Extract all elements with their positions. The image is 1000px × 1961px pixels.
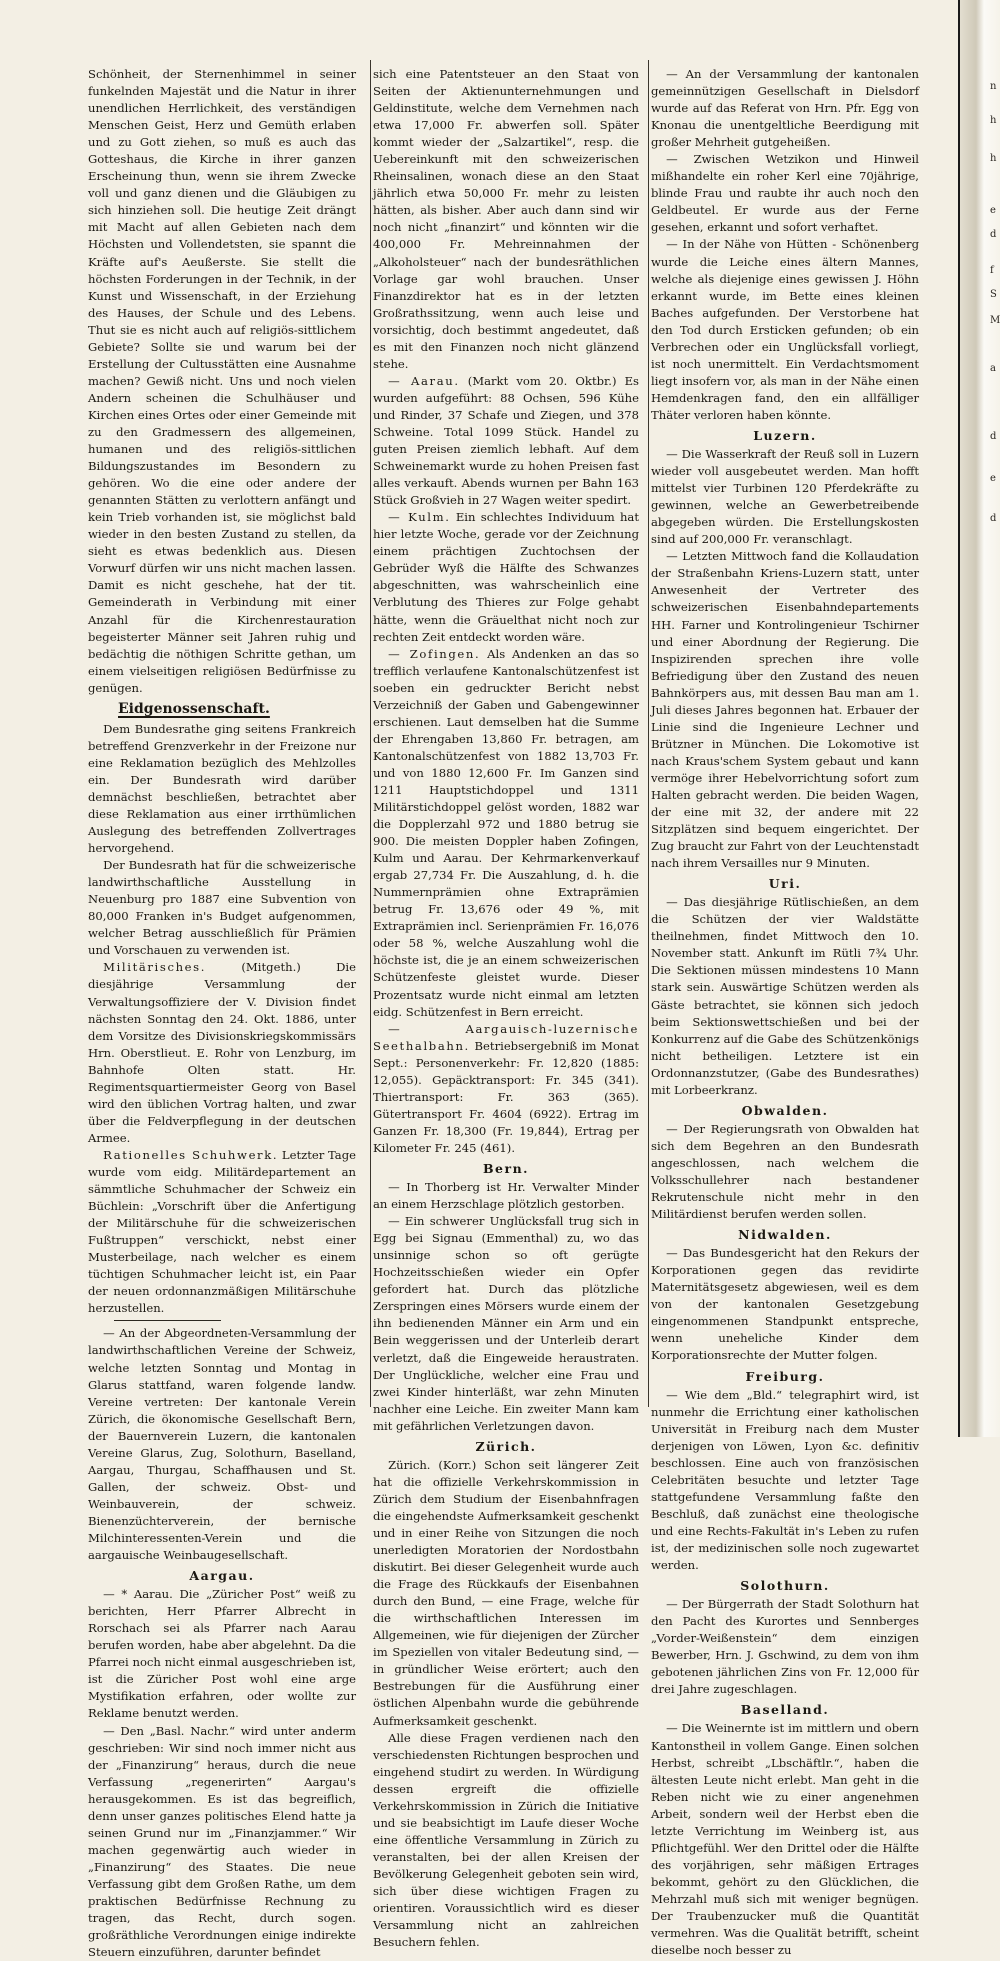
article-text: — Ein schwerer Unglücksfall trug sich in Egg bei Signau (Emmenthal) zu, wo das unsinnige schon so oft gerügte Hochzeitsschießen wieder ein Opfer gefordert hat. Durch das plötzliche Zerspringen eines Mörsers wurde einem der ihn bedienenden Männer ein Arm und ein Bein weggerissen und der Unterleib derart verletzt, daß die Eingeweide heraustraten. Der Unglückliche, welcher eine Frau und zwei Kinder hinterläßt, war zehn Minuten nachher eine Leiche. Ein zweiter Mann kam mit gefährlichen Verletzungen davon. xyxy=(373,1214,639,1433)
article-text: — Wie dem „Bld.“ telegraphirt wird, ist nunmehr die Errichtung einer katholischen Universität in Freiburg nach dem Muster derjenigen von Löwen, Lyon &c. definitiv beschlossen. Eine auch von französischen Celebritäten besuchte und letzter Tage stattgefundene Versammlung faßte den Beschluß, daß zunächst eine theologische und eine Rechts-Fakultät in's Leben zu rufen ist, der medizinischen solle noch zugewartet werden. xyxy=(651,1388,919,1572)
article-paragraph xyxy=(88,721,356,857)
article-lead-in: Militärisches. xyxy=(103,960,206,974)
article-paragraph xyxy=(373,1021,639,1157)
section-heading: Bern. xyxy=(373,1160,639,1177)
section-heading: Aargau. xyxy=(88,1567,356,1584)
article-paragraph xyxy=(88,66,356,697)
edge-fragment: h xyxy=(990,150,996,167)
article-paragraph xyxy=(88,1325,356,1564)
article-text: — Das diesjährige Rütlischießen, an dem die Schützen der vier Waldstätte theilnehmen, findet Mittwoch den 10. November statt. Ankunft im Rütli 7¾ Uhr. Die Sektionen müssen mindestens 10 Mann stark sein. Auswärtige Schützen werden als Gäste betrachtet, sie können sich jedoch beim Sektionswettschießen und bei der Konkurrenz auf die Gabe des Schützenkönigs nicht betheiligen. Letztere ist ein Ordonnanzstutzer, (Gabe des Bundesrathes) mit Lorbeerkranz. xyxy=(651,895,919,1097)
section-heading: Freiburg. xyxy=(651,1368,919,1385)
article-paragraph xyxy=(373,1730,639,1952)
article-paragraph xyxy=(651,1720,919,1959)
edge-fragment: M xyxy=(990,312,1000,329)
article-text: — * Aarau. Die „Züricher Post“ weiß zu berichten, Herr Pfarrer Albrecht in Rorschach sei als Pfarrer nach Aarau berufen worden, habe aber abgelehnt. Da die Pfarrei noch nicht einmal ausgeschrieben ist, ist die Züricher Post wohl eine arge Mystifikation erfahren, oder wollte zur Reklame benutzt werden. xyxy=(88,1587,356,1720)
article-lead-in: — Kulm. xyxy=(388,510,451,524)
article-text: Der Bundesrath hat für die schweizerische landwirthschaftliche Ausstellung in Neuenburg pro 1887 eine Subvention von 80,000 Franken in's Budget aufgenommen, welcher Betrag ausschließlich für Prämien und Vorschauen zu verwenden ist. xyxy=(88,858,356,957)
section-heading: Eidgenossenschaft. xyxy=(88,701,356,718)
article-paragraph xyxy=(373,373,639,509)
section-heading: Luzern. xyxy=(651,427,919,444)
column-left xyxy=(88,66,356,1407)
article-text: sich eine Patentsteuer an den Staat von Seiten der Aktienunternehmungen und Geldinstitute, welche dem Vernehmen nach etwa 17,000 Fr. abwerfen soll. Später kommt wieder der „Salzartikel“, resp. die Uebereinkunft mit den schweizerischen Rheinsalinen, wonach diese an den Staat jährlich etwa 50,000 Fr. mehr zu leisten hätten, als bisher. Aber auch dann sind wir noch nicht „finanzirt“ und könnten wir die 400,000 Fr. Mehreinnahmen der „Alkoholsteuer“ nach der bundesräthlichen Vorlage gar wohl brauchen. Unser Finanzdirektor hat es in der letzten Großrathssitzung, wenn auch leise und vorsichtig, doch bestimmt angedeutet, daß es mit den Finanzen noch nicht glänzend stehe. xyxy=(373,67,639,371)
edge-fragment: e xyxy=(990,202,996,219)
edge-fragment: n xyxy=(990,78,996,95)
article-lead-in: — Zofingen. xyxy=(388,647,480,661)
article-paragraph xyxy=(651,894,919,1099)
article-paragraph xyxy=(651,548,919,872)
article-paragraph xyxy=(88,1586,356,1722)
article-lead-in: — Aarau. xyxy=(388,374,460,388)
article-text: (Mitgeth.) Die diesjährige Versammlung der Verwaltungsoffiziere der V. Division findet nächsten Sonntag den 24. Okt. 1886, unter dem Vorsitze des Divisionskriegskommissärs Hrn. Oberstlieut. E. Rohr von Lenzburg, im Bahnhofe Olten statt. Hr. Regimentsquartiermeister Georg von Basel wird den üblichen Vortrag halten, und zwar über die Feldverpflegung in der deutschen Armee. xyxy=(88,960,356,1144)
edge-fragment: S xyxy=(990,286,997,303)
article-paragraph xyxy=(651,236,919,424)
edge-fragment: e xyxy=(990,470,996,487)
article-text: — Der Regierungsrath von Obwalden hat sich dem Begehren an den Bundesrath angeschlossen, nach welchem die Volksschullehrer nach bestandener Rekrutenschule nicht mehr in den Militärdienst berufen werden sollen. xyxy=(651,1122,919,1221)
edge-fragment: d xyxy=(990,510,996,527)
edge-fragment: d xyxy=(990,226,996,243)
article-paragraph xyxy=(373,1457,639,1730)
column-divider-left xyxy=(370,60,371,1407)
section-heading: Solothurn. xyxy=(651,1577,919,1594)
section-heading: Obwalden. xyxy=(651,1102,919,1119)
article-lead-in: — Aargauisch-luzernische Seethalbahn. xyxy=(373,1022,639,1053)
edge-fragment: f xyxy=(990,262,994,279)
section-heading: Uri. xyxy=(651,875,919,892)
article-paragraph xyxy=(88,1723,356,1961)
article-text: Dem Bundesrathe ging seitens Frankreich betreffend Grenzverkehr in der Freizone nur eine Reklamation bezüglich des Mehlzolles ein. Der Bundesrath wird darüber demnächst beschließen, betrachtet aber diese Reklamation aus einer irrthümlichen Auslegung des betreffenden Zollvertrages hervorgehend. xyxy=(88,722,356,855)
article-paragraph xyxy=(651,1387,919,1575)
article-paragraph xyxy=(373,646,639,1021)
article-paragraph xyxy=(88,857,356,959)
article-paragraph xyxy=(651,1121,919,1223)
article-text: — In der Nähe von Hütten - Schönenberg wurde die Leiche eines ältern Mannes, welche als diejenige eines gewissen J. Höhn erkannt wurde, im Bette eines kleinen Baches aufgefunden. Der Verstorbene hat den Tod durch Ersticken gefunden; ob ein Verbrechen oder ein Unglücksfall vorliegt, ist noch unermittelt. Ein Verdachtsmoment liegt insofern vor, als man in der Nähe einen Hemdenkragen fand, den ein allfälliger Thäter verloren haben könnte. xyxy=(651,237,919,421)
article-paragraph xyxy=(373,66,639,373)
article-text: — In Thorberg ist Hr. Verwalter Minder an einem Herzschlage plötzlich gestorben. xyxy=(373,1180,639,1211)
article-text: Zürich. (Korr.) Schon seit längerer Zeit hat die offizielle Verkehrskommission in Zürich dem Studium der Eisenbahnfragen die eingehendste Aufmerksamkeit geschenkt und in einer Reihe von Sitzungen die noch unerledigten Moratorien der Nordostbahn diskutirt. Bei dieser Gelegenheit wurde auch die Frage des Rückkaufs der Eisenbahnen durch den Bund, — eine Frage, welche für die wirthschaftlichen Interessen im Allgemeinen, wie für diejenigen der Zürcher im Speziellen von vitaler Bedeutung sind, — in gründlicher Weise erörtert; auch den Bestrebungen für die Ausführung einer östlichen Alpenbahn wurde die gebührende Aufmerksamkeit geschenkt. xyxy=(373,1458,639,1728)
article-text: — Der Bürgerrath der Stadt Solothurn hat den Pacht des Kurortes und Sennberges „Vorder-Weißenstein“ dem einzigen Bewerber, Hrn. J. Gschwind, zu dem von ihm gebotenen jährlichen Zins von Fr. 12,000 für drei Jahre zugeschlagen. xyxy=(651,1597,919,1696)
article-paragraph xyxy=(373,1213,639,1435)
article-paragraph xyxy=(88,1147,356,1317)
article-paragraph xyxy=(373,509,639,645)
article-text: Letzter Tage wurde vom eidg. Militärdepartement an sämmtliche Schuhmacher der Schweiz ein Büchlein: „Vorschrift über die Anfertigung der Militärschuhe für die schweizerischen Fußtruppen“ verschickt, nebst einer Musterbeilage, nach welcher es einem tüchtigen Schuhmacher leicht ist, ein Paar der neuen ordonnanzmäßigen Militärschuhe herzustellen. xyxy=(88,1148,356,1315)
article-text: — An der Abgeordneten-Versammlung der landwirthschaftlichen Vereine der Schweiz, welche letzten Sonntag und Montag in Glarus stattfand, waren folgende landw. Vereine vertreten: Der kantonale Verein Zürich, die ökonomische Gesellschaft Bern, der Bauernverein Luzern, die kantonalen Vereine Glarus, Zug, Solothurn, Baselland, Aargau, Thurgau, Schaffhausen und St. Gallen, der schweiz. Obst- und Weinbauverein, der schweiz. Bienenzüchterverein, der bernische Milchinteressenten-Verein und die aargauische Weinbaugesellschaft. xyxy=(88,1326,356,1562)
article-text: Betriebsergebniß im Monat Sept.: Personenverkehr: Fr. 12,820 (1885: 12,055). Gepäcktransport: Fr. 345 (341). Thiertransport: Fr. 363 (365). Gütertransport Fr. 4604 (6922). Ertrag im Ganzen Fr. 18,300 (Fr. 19,844), Ertrag per Kilometer Fr. 245 (461). xyxy=(373,1039,639,1155)
article-paragraph xyxy=(651,66,919,151)
section-heading: Baselland. xyxy=(651,1701,919,1718)
article-text: Alle diese Fragen verdienen nach den verschiedensten Richtungen besprochen und eingehend studirt zu werden. In Würdigung dessen ergreift die offizielle Verkehrskommission in Zürich die Initiative und sie beabsichtigt im Laufe dieser Woche eine öffentliche Versammlung in Zürich zu veranstalten, bei der allen Kreisen der Bevölkerung Gelegenheit geboten sein wird, sich über diese wichtigen Fragen zu orientiren. Voraussichtlich wird es dieser Versammlung nicht an zahlreichen Besuchern fehlen. xyxy=(373,1731,639,1950)
column-right xyxy=(651,66,919,1407)
edge-fragment: h xyxy=(990,112,996,129)
article-paragraph xyxy=(373,1179,639,1213)
edge-fragment: d xyxy=(990,428,996,445)
article-paragraph xyxy=(88,959,356,1147)
article-paragraph xyxy=(651,1596,919,1698)
article-text: Ein schlechtes Individuum hat hier letzte Woche, gerade vor der Zeichnung einem prächtigen Zuchtochsen der Gebrüder Wyß die Hälfte des Schwanzes abgeschnitten, was wahrscheinlich eine Verblutung des Thieres zur Folge gehabt hätte, wenn die Gräuelthat nicht noch zur rechten Zeit entdeckt worden wäre. xyxy=(373,510,639,643)
edge-fragment: a xyxy=(990,360,996,377)
article-text: Als Andenken an das so trefflich verlaufene Kantonalschützenfest ist soeben ein gedruckter Bericht nebst Verzeichniß der Gaben und Gabengewinner erschienen. Laut demselben hat die Summe der Ehrengaben 13,860 Fr. betragen, am Kantonalschützenfest von 1882 13,703 Fr. und von 1880 12,600 Fr. Im Ganzen sind 1211 Hauptstichdoppel und 1311 Militärstichdoppel gelöst worden, 1882 war die Dopplerzahl 972 und 1880 betrug sie 900. Die meisten Doppler haben Zofingen, Kulm und Aarau. Der Kehrmarkenverkauf ergab 27,734 Fr. Die Auszahlung, d. h. die Nummernprämien ohne Extraprämien betrug Fr. 13,676 oder 49 %, mit Extraprämien incl. Serienprämien Fr. 16,076 oder 58 %, welche Auszahlung wohl die höchste ist, die je an einem schweizerischen Schützenfeste gleistet wurde. Dieser Prozentsatz wurde nicht einmal am letzten eidg. Schützenfest in Bern erreicht. xyxy=(373,647,639,1019)
section-separator xyxy=(114,1320,221,1321)
article-text: (Markt vom 20. Oktbr.) Es wurden aufgeführt: 88 Ochsen, 596 Kühe und Rinder, 37 Schafe und Ziegen, und 378 Schweine. Total 1099 Stück. Handel zu guten Preisen ziemlich lebhaft. Auf dem Schweinemarkt wurde zu hohen Preisen fast alles verkauft. Abends wurnen per Bahn 163 Stück Großvieh in 27 Wagen weiter spedirt. xyxy=(373,374,639,507)
article-text: — An der Versammlung der kantonalen gemeinnützigen Gesellschaft in Dielsdorf wurde auf das Referat von Hrn. Pfr. Egg von Knonau die unentgeltliche Beerdigung mit großer Mehrheit gutgeheißen. xyxy=(651,67,919,149)
column-middle xyxy=(373,66,639,1407)
article-text: — Das Bundesgericht hat den Rekurs der Korporationen gegen das revidirte Maternitätsgesetz abgewiesen, weil es dem von der kantonalen Gesetzgebung eingenommenen Standpunkt entspreche, wenn uneheliche Kinder dem Korporationsrechte der Mutter folgen. xyxy=(651,1246,919,1362)
article-text: — Zwischen Wetzikon und Hinweil mißhandelte ein roher Kerl eine 70jährige, blinde Frau und raubte ihr auch noch den Geldbeutel. Er wurde aus der Ferne gesehen, erkannt und sofort verhaftet. xyxy=(651,152,919,234)
section-heading: Nidwalden. xyxy=(651,1226,919,1243)
article-text: — Den „Basl. Nachr.“ wird unter anderm geschrieben: Wir sind noch immer nicht aus der „Finanzirung“ heraus, durch die neue Verfassung „regenerirten“ Aargau's herausgekommen. Es ist das begreiflich, denn unser ganzes politisches Elend hatte ja seinen Grund nur im „Finanzjammer.“ Wir machen gegenwärtig auch wieder in „Finanzirung“ des Staates. Die neue Verfassung gibt dem Großen Rathe, um dem praktischen Bedürfnisse Rechnung zu tragen, das Recht, durch sogen. großräthliche Verordnungen einige indirekte Steuern einzuführen, darunter befindet xyxy=(88,1724,356,1960)
article-paragraph xyxy=(651,151,919,236)
article-text: — Die Weinernte ist im mittlern und obern Kantonstheil in vollem Gange. Einen solchen Herbst, schreibt „Lbschäftlr.“, haben die ältesten Leute nicht erlebt. Man geht in die Reben nicht wie zu einer angenehmen Arbeit, sondern weil der Herbst eben die letzte Verrichtung im Weinberg ist, aus Pflichtgefühl. Wer den Drittel oder die Hälfte des vorjährigen, sehr mäßigen Ertrages bekommt, gehört zu den Glücklichen, die Mehrzahl muß sich mit weniger begnügen. Der Traubenzucker muß die Quantität vermehren. Was die Qualität betrifft, scheint dieselbe noch besser zu xyxy=(651,1721,919,1957)
article-paragraph xyxy=(651,446,919,548)
article-text: — Letzten Mittwoch fand die Kollaudation der Straßenbahn Kriens-Luzern statt, unter Anwesenheit der Vertreter des schweizerischen Eisenbahndepartements HH. Farner und Kontrolingenieur Tschirner und einer Abordnung der Regierung. Die Inspizirenden sprechen ihre volle Befriedigung über den Zustand des neuen Bahnkörpers aus, mit dessen Bau man am 1. Juli dieses Jahres begonnen hat. Erbauer der Linie sind die Ingenieure Lechner und Brützner in München. Die Lokomotive ist nach Kraus'schem System gebaut und kann vermöge ihrer Hebelvorrichtung sofort zum Halten gebracht werden. Die beiden Wagen, der eine mit 32, der andere mit 22 Sitzplätzen sind bequem eingerichtet. Der Zug braucht zur Fahrt von der Leuchtenstadt nach ihrem Versailles nur 9 Minuten. xyxy=(651,549,919,870)
article-text: Schönheit, der Sternenhimmel in seiner funkelnden Majestät und die Natur in ihrer unendlichen Herrlichkeit, des verständigen Menschen Geist, Herz und Gemüth erlaben und zu Gott ziehen, so muß es auch das Gotteshaus, die Kirche in ihrer ganzen Erscheinung thun, wenn sie ihrem Zwecke voll und ganz dienen und die Gläubigen zu sich hinziehen soll. Die heutige Zeit drängt mit Macht auf allen Gebieten nach dem Höchsten und Vollendetsten, sie spannt die Kräfte auf's Aeußerste. Sie stellt die höchsten Forderungen in der Technik, in der Kunst und Wissenschaft, in der Erziehung des Hauses, der Schule und des Lebens. Thut sie es nicht auch auf religiös-sittlichem Gebiete? Sollte sie und warum bei der Erstellung der Cultusstätten eine Ausnahme machen? Gewiß nicht. Uns und noch vielen Andern scheinen die Schulhäuser und Kirchen eines Ortes oder einer Gemeinde mit zu den Gradmessern des allgemeinen, humanen und des religiös-sittlichen Bildungszustandes im Besondern zu gehören. Wo die eine oder andere der genannten Stätten zu verlottern anfängt und kein Trieb vorhanden ist, sie möglichst bald wieder in den besten Zustand zu stellen, da sieht es etwas bedenklich aus. Diesen Vorwurf dürfen wir uns nicht machen lassen. Damit es nicht geschehe, hat der tit. Gemeinderath in Verbindung mit einer Anzahl für die Kirchenrestauration begeisterter Männer seit Jahren ruhig und bedächtig die nöthigen Schritte gethan, um einem vielseitigen religiösen Bedürfnisse zu genügen. xyxy=(88,67,356,695)
column-divider-right xyxy=(648,60,649,1407)
article-text: — Die Wasserkraft der Reuß soll in Luzern wieder voll ausgebeutet werden. Man hofft mittelst vier Turbinen 120 Pferdekräfte zu gewinnen, welche an Gewerbetreibende abgegeben würden. Die Erstellungskosten sind auf 200,000 Fr. veranschlagt. xyxy=(651,447,919,546)
article-lead-in: Rationelles Schuhwerk. xyxy=(103,1148,278,1162)
article-paragraph xyxy=(651,1245,919,1364)
section-heading: Zürich. xyxy=(373,1438,639,1455)
